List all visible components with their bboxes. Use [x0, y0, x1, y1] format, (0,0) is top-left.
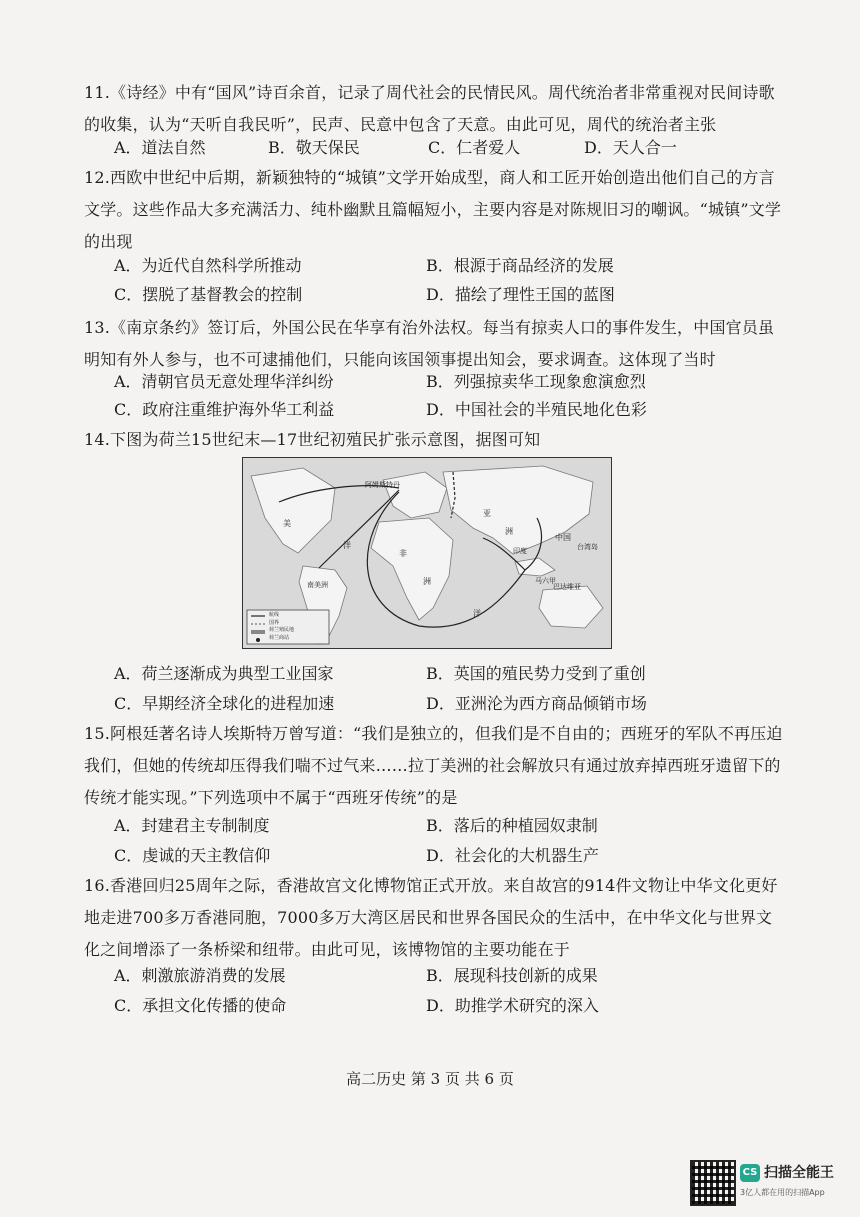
option-c: C．虔诚的天主教信仰 — [114, 846, 271, 865]
option-c: C．承担文化传播的使命 — [114, 996, 287, 1015]
question-stem: 下图为荷兰15世纪末—17世纪初殖民扩张示意图，据图可知 — [110, 430, 541, 449]
option-d: D．亚洲沦为西方商品倾销市场 — [426, 694, 647, 713]
map-legend — [269, 612, 294, 642]
qr-code-icon — [690, 1160, 736, 1206]
question-14 — [84, 424, 784, 456]
question-15 — [84, 718, 784, 814]
app-name: 扫描全能王 — [764, 1165, 834, 1181]
map-label: 洲 — [505, 527, 513, 536]
question-stem: 香港回归25周年之际，香港故宫文化博物馆正式开放。来自故宫的914件文物让中华文化更好地走进700多万香港同胞，7000多万大湾区居民和世界各国民众的生活中，在中华文化与世界文化之间增添了一条桥梁和纽带。由此可见，该博物馆的主要功能在于 — [84, 876, 778, 959]
option-c: C．仁者爱人 — [428, 138, 521, 157]
question-number: 16. — [84, 876, 111, 895]
option-d: D．天人合一 — [584, 138, 677, 157]
legend-item: 荷兰商站 — [269, 634, 290, 641]
scanner-watermark — [690, 1160, 860, 1210]
question-stem: 《诗经》中有“国风”诗百余首，记录了周代社会的民情民风。周代统治者非常重视对民间诗歌的收集，认为“天听自我民听”，民声、民意中包含了天意。由此可见，周代的统治者主张 — [84, 83, 775, 134]
question-number: 12. — [84, 168, 111, 187]
question-11 — [84, 77, 784, 141]
legend-item: 荷兰殖民地 — [269, 627, 295, 633]
map-label: 南美洲 — [307, 581, 328, 589]
option-b: B．落后的种植园奴隶制 — [426, 816, 598, 835]
option-a: A．刺激旅游消费的发展 — [114, 966, 286, 985]
colonial-expansion-map — [242, 457, 612, 649]
app-tagline: 3亿人都在用的扫描App — [740, 1188, 825, 1197]
legend-item: 国界 — [269, 619, 280, 626]
question-number: 13. — [84, 318, 111, 337]
option-b: B．列强掠卖华工现象愈演愈烈 — [426, 372, 646, 391]
map-label: 巴达维亚 — [553, 583, 581, 591]
map-label: 台湾岛 — [577, 543, 598, 551]
map-label: 洋 — [343, 541, 351, 550]
map-label: 中国 — [555, 533, 571, 542]
page-footer: 高二历史 第 3 页 共 6 页 — [346, 1070, 514, 1088]
question-number: 14. — [84, 430, 111, 449]
map-label: 马六甲 — [535, 577, 556, 585]
option-b: B．敬天保民 — [268, 138, 360, 157]
legend-item: 航线 — [269, 612, 280, 618]
option-d: D．中国社会的半殖民地化色彩 — [426, 400, 647, 419]
map-label: 非 — [399, 549, 407, 558]
question-16 — [84, 870, 784, 966]
question-number: 11. — [84, 83, 111, 102]
question-stem: 阿根廷著名诗人埃斯特万曾写道：“我们是独立的，但我们是不自由的；西班牙的军队不再压迫我们，但她的传统却压得我们喘不过气来……拉丁美洲的社会解放只有通过放弃掉西班牙遗留下的传统才能实现。”下列选项中不属于“西班牙传统”的是 — [84, 724, 783, 807]
map-label: 印度 — [513, 547, 527, 555]
question-13 — [84, 312, 784, 376]
map-label: 亚 — [483, 509, 491, 518]
map-label: 美 — [283, 519, 291, 528]
camscanner-logo: CS — [740, 1164, 760, 1182]
option-d: D．社会化的大机器生产 — [426, 846, 599, 865]
option-c: C．摆脱了基督教会的控制 — [114, 285, 303, 304]
option-b: B．英国的殖民势力受到了重创 — [426, 664, 646, 683]
option-a: A．为近代自然科学所推动 — [114, 256, 302, 275]
map-label: 洋 — [473, 609, 481, 618]
option-d: D．助推学术研究的深入 — [426, 996, 599, 1015]
option-c: C．政府注重维护海外华工利益 — [114, 400, 335, 419]
map-label: 阿姆斯特丹 — [365, 481, 400, 489]
question-stem: 《南京条约》签订后，外国公民在华享有治外法权。每当有掠卖人口的事件发生，中国官员虽明知有外人参与，也不可逮捕他们，只能向该国领事提出知会，要求调查。这体现了当时 — [84, 318, 775, 369]
map-label: 洲 — [423, 577, 431, 586]
option-a: A．清朝官员无意处理华洋纠纷 — [114, 372, 334, 391]
option-a: A．荷兰逐渐成为典型工业国家 — [114, 664, 334, 683]
map-graphic — [243, 458, 611, 648]
option-a: A．道法自然 — [114, 138, 206, 157]
option-b: B．根源于商品经济的发展 — [426, 256, 614, 275]
option-c: C．早期经济全球化的进程加速 — [114, 694, 335, 713]
question-stem: 西欧中世纪中后期，新颖独特的“城镇”文学开始成型，商人和工匠开始创造出他们自己的方言文学。这些作品大多充满活力、纯朴幽默且篇幅短小，主要内容是对陈规旧习的嘲讽。“城镇”文学的出现 — [84, 168, 782, 251]
option-a: A．封建君主专制制度 — [114, 816, 270, 835]
option-d: D．描绘了理性王国的蓝图 — [426, 285, 615, 304]
question-number: 15. — [84, 724, 111, 743]
question-12 — [84, 162, 784, 258]
option-b: B．展现科技创新的成果 — [426, 966, 598, 985]
